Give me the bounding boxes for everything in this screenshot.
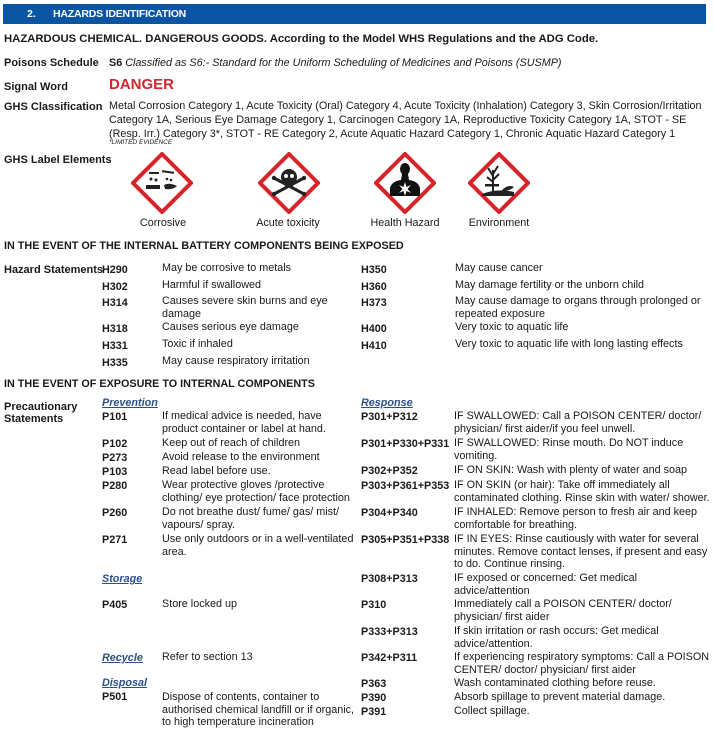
- hazard-code: H410: [361, 340, 387, 352]
- precaution-code: P303+P361+P353: [361, 480, 450, 492]
- precaution-text: Do not breathe dust/ fume/ gas/ mist/ vapours/ spray.: [162, 506, 340, 531]
- signal-word-value: DANGER: [109, 76, 175, 93]
- precaution-text: Immediately call a POISON CENTER/ doctor/ physician/ first aider: [454, 598, 672, 623]
- hazard-code: H373: [361, 297, 387, 309]
- precaution-text: Store locked up: [162, 598, 238, 610]
- hazard-code: H314: [102, 297, 128, 309]
- hazard-text: Harmful if swallowed: [162, 279, 262, 291]
- response-heading: Response: [361, 397, 413, 409]
- intro-rest: . According to the Model WHS Regulations and the ADG Code.: [263, 33, 599, 45]
- recycle-heading: Recycle: [102, 652, 143, 664]
- precaution-text: IF SWALLOWED: Call a POISON CENTER/ doctor/ physician/ first aider/if you feel unwell.: [454, 410, 702, 435]
- environment-pictogram-icon: [468, 152, 530, 214]
- hazard-text: Very toxic to aquatic life: [455, 321, 569, 333]
- hazard-code: H290: [102, 264, 128, 276]
- hazard-code: H318: [102, 323, 128, 335]
- precaution-code: P391: [361, 706, 387, 718]
- precaution-text: If skin irritation or rash occurs: Get medical advice/attention.: [454, 625, 659, 650]
- precaution-text: Avoid release to the environment: [162, 451, 320, 463]
- ghs-footnote: *LIMITED EVIDENCE: [109, 139, 173, 146]
- pictogram-label-environment: Environment: [468, 217, 530, 229]
- precaution-text: Read label before use.: [162, 465, 271, 477]
- precaution-text: IF SWALLOWED: Rinse mouth. Do NOT induce vomiting.: [454, 437, 684, 462]
- precaution-text: Collect spillage.: [454, 705, 530, 717]
- precaution-text: Use only outdoors or in a well-ventilated area.: [162, 533, 354, 558]
- section-number: 2.: [27, 8, 36, 20]
- precaution-code: P301+P312: [361, 411, 418, 423]
- recycle-text: Refer to section 13: [162, 651, 253, 663]
- hazard-text: Causes serious eye damage: [162, 321, 299, 333]
- precaution-text: IF IN EYES: Rinse cautiously with water for several minutes. Remove contact lenses, if present and easy to do. Continue rinsing.: [454, 533, 708, 570]
- precaution-text: Dispose of contents, container to authorised chemical landfill or if organic, to high temperature incineration: [162, 691, 355, 728]
- precaution-code: P260: [102, 507, 128, 519]
- precaution-code: P302+P352: [361, 465, 418, 477]
- precaution-code: P405: [102, 599, 128, 611]
- pictogram-label-corrosive: Corrosive: [139, 217, 187, 229]
- hazard-text: May be corrosive to metals: [162, 262, 292, 274]
- intro-bold: HAZARDOUS CHEMICAL. DANGEROUS GOODS: [4, 33, 264, 45]
- poisons-schedule-label: Poisons Schedule: [4, 57, 99, 69]
- precaution-text: IF INHALED: Remove person to fresh air and keep comfortable for breathing.: [454, 506, 698, 531]
- precaution-code: P271: [102, 534, 128, 546]
- disposal-heading: Disposal: [102, 677, 148, 689]
- precaution-code: P301+P330+P331: [361, 438, 450, 450]
- precaution-code: P273: [102, 452, 128, 464]
- exposure-section-heading: IN THE EVENT OF EXPOSURE TO INTERNAL COMPONENTS: [4, 378, 315, 390]
- hazard-text: May cause cancer: [455, 262, 543, 274]
- precaution-text: IF ON SKIN (or hair): Take off immediately all contaminated clothing. Rinse skin with water/ shower.: [454, 479, 710, 504]
- corrosive-pictogram-icon: [131, 152, 193, 214]
- health-hazard-pictogram-icon: [374, 152, 436, 214]
- poisons-schedule-code: S6: [109, 57, 123, 69]
- precaution-text: If medical advice is needed, have product container or label at hand.: [162, 410, 326, 435]
- precaution-code: P342+P311: [361, 652, 418, 664]
- precaution-text: Wear protective gloves /protective clothing/ eye protection/ face protection: [162, 479, 350, 504]
- ghs-label-elements-label: GHS Label Elements: [4, 154, 112, 166]
- ghs-classification-label: GHS Classification: [4, 101, 103, 113]
- hazard-text: May cause damage to organs through prolonged or repeated exposure: [455, 295, 701, 320]
- hazard-code: H335: [102, 357, 128, 369]
- precaution-text: IF ON SKIN: Wash with plenty of water and soap: [454, 464, 688, 476]
- precaution-code: P102: [102, 438, 128, 450]
- precaution-code: P308+P313: [361, 573, 418, 585]
- hazard-code: H350: [361, 264, 387, 276]
- precaution-code: P305+P351+P338: [361, 534, 450, 546]
- hazard-code: H302: [102, 281, 128, 293]
- section-header-bar: [3, 4, 706, 24]
- battery-section-heading: IN THE EVENT OF THE INTERNAL BATTERY COMPONENTS BEING EXPOSED: [4, 240, 404, 252]
- hazard-statements-label: Hazard Statements: [4, 264, 104, 276]
- skull-crossbones-pictogram-icon: [258, 152, 320, 214]
- poisons-schedule-text: Classified as S6:- Standard for the Uniform Scheduling of Medicines and Poisons (SUSMP): [125, 57, 562, 69]
- precaution-code: P363: [361, 678, 387, 690]
- precaution-text: Absorb spillage to prevent material damage.: [454, 691, 666, 703]
- hazard-text: Toxic if inhaled: [162, 338, 233, 350]
- hazard-code: H400: [361, 323, 387, 335]
- precaution-code: P103: [102, 466, 128, 478]
- precautionary-label-line2: Statements: [4, 413, 64, 425]
- precaution-code: P101: [102, 411, 128, 423]
- intro-statement: [4, 33, 598, 45]
- hazard-text: May cause respiratory irritation: [162, 355, 310, 367]
- hazard-code: H360: [361, 281, 387, 293]
- precautionary-label-line1: Precautionary: [4, 401, 78, 413]
- precaution-text: IF exposed or concerned: Get medical advice/attention: [454, 572, 638, 597]
- section-title: HAZARDS IDENTIFICATION: [53, 8, 187, 20]
- pictogram-label-health-hazard: Health Hazard: [370, 217, 440, 229]
- hazard-text: Causes severe skin burns and eye damage: [162, 295, 328, 320]
- signal-word-label: Signal Word: [4, 81, 68, 93]
- poisons-schedule-value: [109, 57, 562, 69]
- precaution-code: P310: [361, 599, 387, 611]
- storage-heading: Storage: [102, 573, 143, 585]
- pictogram-label-acute-toxicity: Acute toxicity: [256, 217, 320, 229]
- precaution-code: P390: [361, 692, 387, 704]
- hazard-text: May damage fertility or the unborn child: [455, 279, 645, 291]
- hazard-code: H331: [102, 340, 128, 352]
- precaution-text: Wash contaminated clothing before reuse.: [454, 677, 656, 689]
- ghs-classification-text: Metal Corrosion Category 1, Acute Toxicity (Oral) Category 4, Acute Toxicity (Inhalation) Category 3, Skin Corrosion/Irritation Category 1A, Serious Eye Damage Category 1, Carcinogen Category 1A, Reproductive Toxicity Category 1A, STOT - SE (Resp. Irr.) Category 3*, STOT - RE Category 2, Acute Aquatic Hazard Category 1, Chronic Aquatic Hazard Category 1: [109, 100, 702, 140]
- precaution-code: P304+P340: [361, 507, 418, 519]
- hazard-text: Very toxic to aquatic life with long lasting effects: [455, 338, 683, 350]
- precaution-code: P280: [102, 480, 128, 492]
- prevention-heading: Prevention: [102, 397, 158, 409]
- precaution-code: P501: [102, 691, 128, 703]
- precaution-text: Keep out of reach of children: [162, 437, 301, 449]
- precaution-text: If experiencing respiratory symptoms: Call a POISON CENTER/ doctor/ physician/ first aider: [454, 651, 710, 676]
- precaution-code: P333+P313: [361, 626, 418, 638]
